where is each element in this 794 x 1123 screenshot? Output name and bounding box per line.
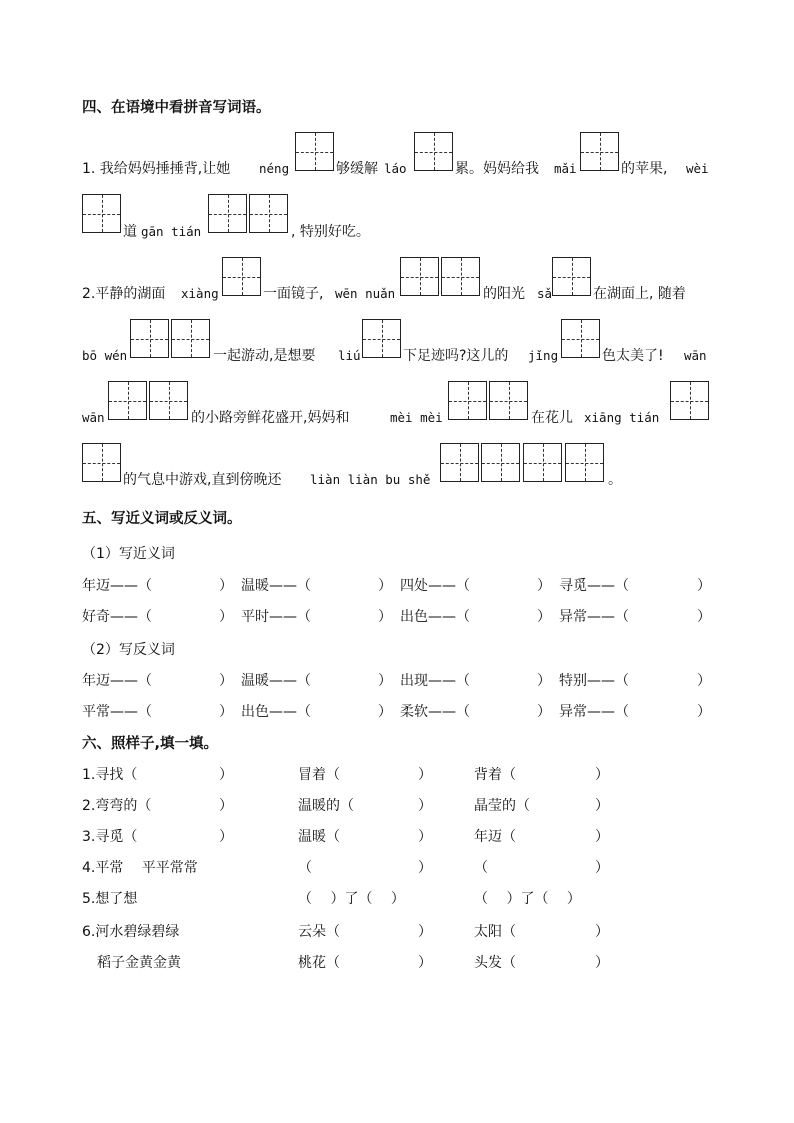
antonym-r1-answer-blank-3[interactable] (490, 674, 537, 690)
q2-pinyin-7a: wān (684, 348, 707, 363)
synonym-r1-close-paren-3: ） (537, 578, 551, 594)
q2-text-10: 的气息中游戏,直到傍晚还 (123, 472, 282, 488)
fill-row-4-close-paren-2: ） (418, 860, 432, 876)
antonym-r1-answer-blank-2[interactable] (331, 674, 378, 690)
synonym-r1-answer-blank-2[interactable] (331, 579, 378, 595)
antonym-r2-word-3: 柔软——（ (400, 704, 470, 720)
fill-row-3-close-paren-2: ） (418, 829, 432, 845)
fill-row-3-col-3: 年迈（ (474, 829, 516, 845)
q2-pinyin-1: xiàng (181, 286, 219, 301)
fill-row-2-close-paren-1: ） (219, 798, 233, 814)
q2-writing-grid-5[interactable] (130, 319, 169, 358)
antonym-r2-word-1: 平常——（ (82, 704, 152, 720)
synonym-r1-word-2: 温暖——（ (241, 578, 311, 594)
q2-text-9: 在花儿 (531, 410, 573, 426)
q1-pinyin-5: gān tián (141, 224, 202, 239)
synonym-r2-answer-blank-1[interactable] (172, 610, 219, 626)
q2-writing-grid-4[interactable] (552, 257, 591, 296)
antonym-r2-close-paren-4: ） (697, 704, 711, 720)
q2-writing-grid-7[interactable] (362, 319, 401, 358)
antonym-r1-answer-blank-1[interactable] (172, 674, 219, 690)
q2-writing-grid-14[interactable] (82, 443, 121, 482)
q1-text-3: 累。妈妈给我 (455, 161, 539, 177)
q1-writing-grid-4[interactable] (82, 194, 121, 233)
fill-row-4-close-paren-3: ） (595, 860, 609, 876)
fill-row-7-col-3: 头发（ (474, 955, 516, 971)
fill-row-6-close-paren-3: ） (595, 924, 609, 940)
q2-text-4: 在湖面上, 随着 (593, 286, 686, 302)
q2-pinyin-3: sǎ (537, 286, 553, 301)
fill-row-1-col-3: 背着（ (474, 767, 516, 783)
antonym-r2-answer-blank-1[interactable] (172, 705, 219, 721)
synonym-r2-close-paren-2: ） (378, 609, 392, 625)
q1-pinyin-2: láo (384, 161, 407, 176)
antonym-r2-answer-blank-2[interactable] (331, 705, 378, 721)
synonym-r2-word-1: 好奇——（ (82, 609, 152, 625)
q1-pinyin-4: wèi (686, 161, 709, 176)
antonym-r2-close-paren-1: ） (219, 704, 233, 720)
antonym-r1-answer-blank-4[interactable] (649, 674, 697, 690)
section5-heading: 五、写近义词或反义词。 (82, 511, 242, 527)
q2-pinyin-10: liàn liàn bu shě (310, 472, 431, 487)
fill-row-1-col-2: 冒着（ (298, 767, 340, 783)
fill-row-7-col-2: 桃花（ (298, 955, 340, 971)
q2-text-6: 下足迹吗?这儿的 (403, 348, 509, 364)
antonym-r1-word-1: 年迈——（ (82, 673, 152, 689)
antonym-r2-answer-blank-4[interactable] (649, 705, 697, 721)
q2-text-3: 的阳光 (483, 286, 525, 302)
fill-row-7-close-paren-3: ） (595, 955, 609, 971)
synonym-r1-answer-blank-1[interactable] (172, 579, 219, 595)
q1-writing-grid-6[interactable] (249, 194, 288, 233)
q2-writing-grid-1[interactable] (222, 257, 261, 296)
q2-writing-grid-18[interactable] (565, 443, 604, 482)
q2-writing-grid-3[interactable] (441, 257, 480, 296)
fill-row-3-close-paren-3: ） (595, 829, 609, 845)
fill-row-5-col-2: （ ）了（ ） (298, 891, 405, 907)
fill-row-7-close-paren-2: ） (418, 955, 432, 971)
synonym-r2-close-paren-3: ） (537, 609, 551, 625)
q2-writing-grid-8[interactable] (561, 319, 600, 358)
fill-row-1-col-1: 1.寻找（ (82, 767, 138, 783)
fill-row-6-col-2: 云朵（ (298, 924, 340, 940)
q1-writing-grid-3[interactable] (580, 132, 619, 171)
synonym-r2-word-3: 出色——（ (400, 609, 470, 625)
antonym-r2-answer-blank-3[interactable] (490, 705, 537, 721)
q2-writing-grid-16[interactable] (481, 443, 520, 482)
synonyms-subheading: （1）写近义词 (82, 546, 175, 562)
q1-pinyin-3: mǎi (554, 161, 577, 176)
fill-row-2-close-paren-2: ） (418, 798, 432, 814)
synonym-r1-word-4: 寻觅——（ (559, 578, 629, 594)
q1-pinyin-1: néng (259, 161, 290, 176)
q2-writing-grid-13[interactable] (670, 381, 709, 420)
synonym-r1-word-3: 四处——（ (400, 578, 470, 594)
synonym-r2-word-2: 平时——（ (241, 609, 311, 625)
synonym-r2-answer-blank-4[interactable] (649, 610, 697, 626)
antonym-r1-word-3: 出现——（ (400, 673, 470, 689)
antonym-r1-close-paren-3: ） (537, 673, 551, 689)
q1-writing-grid-1[interactable] (295, 132, 334, 171)
q1-text-4: 的苹果, (621, 161, 668, 177)
antonym-r2-word-4: 异常——（ (559, 704, 629, 720)
fill-row-5-col-1: 5.想了想 (82, 891, 138, 907)
fill-row-1-close-paren-1: ） (219, 767, 233, 783)
q2-writing-grid-6[interactable] (171, 319, 210, 358)
synonym-r1-close-paren-1: ） (219, 578, 233, 594)
q2-text-2: 一面镜子, (263, 286, 324, 302)
q2-writing-grid-17[interactable] (523, 443, 562, 482)
fill-row-2-col-1: 2.弯弯的（ (82, 798, 152, 814)
q1-text-2: 够缓解 (336, 161, 378, 177)
fill-row-3-col-1: 3.寻觅（ (82, 829, 138, 845)
q2-pinyin-8: mèi mèi (390, 410, 443, 425)
q1-text-1: 1. 我给妈妈捶捶背,让她 (82, 161, 231, 177)
fill-row-7-col-1: 稻子金黄金黄 (97, 955, 181, 971)
antonym-r2-word-2: 出色——（ (241, 704, 311, 720)
q2-text-8: 的小路旁鲜花盛开,妈妈和 (191, 410, 350, 426)
antonym-r1-word-2: 温暖——（ (241, 673, 311, 689)
q2-pinyin-5: liú (338, 348, 361, 363)
q2-pinyin-4: bō wén (82, 348, 128, 363)
synonym-r2-word-4: 异常——（ (559, 609, 629, 625)
fill-row-2-col-3: 晶莹的（ (474, 798, 530, 814)
fill-row-4-col-2: （ (298, 860, 312, 876)
synonym-r1-close-paren-2: ） (378, 578, 392, 594)
q2-writing-grid-11[interactable] (448, 381, 487, 420)
synonym-r2-answer-blank-2[interactable] (331, 610, 378, 626)
q2-writing-grid-9[interactable] (108, 381, 147, 420)
fill-row-3-col-2: 温暖（ (298, 829, 340, 845)
q2-text-11: 。 (608, 472, 622, 488)
synonym-r1-answer-blank-4[interactable] (649, 579, 697, 595)
fill-row-1-close-paren-3: ） (595, 767, 609, 783)
synonym-r1-close-paren-4: ） (697, 578, 711, 594)
q2-text-1: 2.平静的湖面 (82, 286, 166, 302)
antonym-r1-close-paren-4: ） (697, 673, 711, 689)
fill-row-6-col-3: 太阳（ (474, 924, 516, 940)
fill-row-5-col-3: （ ）了（ ） (474, 891, 581, 907)
q1-writing-grid-5[interactable] (208, 194, 247, 233)
synonym-r2-answer-blank-3[interactable] (490, 610, 537, 626)
fill-row-4-col-1: 4.平常 平平常常 (82, 860, 198, 876)
fill-row-6-close-paren-2: ） (418, 924, 432, 940)
fill-row-2-col-2: 温暖的（ (298, 798, 354, 814)
antonym-r1-close-paren-2: ） (378, 673, 392, 689)
antonym-r2-close-paren-3: ） (537, 704, 551, 720)
q1-writing-grid-2[interactable] (414, 132, 453, 171)
synonym-r1-answer-blank-3[interactable] (490, 579, 537, 595)
antonym-r1-word-4: 特别——（ (559, 673, 629, 689)
section6-heading: 六、照样子,填一填。 (82, 736, 219, 752)
fill-row-6-col-1: 6.河水碧绿碧绿 (82, 924, 180, 940)
q2-text-5: 一起游动,是想要 (213, 348, 316, 364)
fill-row-2-close-paren-3: ） (595, 798, 609, 814)
synonym-r2-close-paren-1: ） (219, 609, 233, 625)
q1-text-6: , 特别好吃。 (291, 224, 370, 240)
synonym-r2-close-paren-4: ） (697, 609, 711, 625)
q2-text-7: 色太美了! (602, 348, 664, 364)
q2-writing-grid-2[interactable] (400, 257, 439, 296)
fill-row-3-close-paren-1: ） (219, 829, 233, 845)
antonym-r2-close-paren-2: ） (378, 704, 392, 720)
q1-text-5: 道 (123, 224, 137, 240)
q2-pinyin-2: wēn nuǎn (335, 286, 396, 301)
fill-row-1-close-paren-2: ） (418, 767, 432, 783)
q2-pinyin-7b: wān (82, 410, 105, 425)
q2-pinyin-6: jǐng (528, 348, 559, 363)
q2-writing-grid-15[interactable] (440, 443, 479, 482)
q2-pinyin-9: xiāng tián (584, 410, 660, 425)
synonym-r1-word-1: 年迈——（ (82, 578, 152, 594)
antonym-r1-close-paren-1: ） (219, 673, 233, 689)
fill-row-4-col-3: （ (474, 860, 488, 876)
antonyms-subheading: （2）写反义词 (82, 642, 175, 658)
q2-writing-grid-10[interactable] (149, 381, 188, 420)
q2-writing-grid-12[interactable] (489, 381, 528, 420)
section4-heading: 四、在语境中看拼音写词语。 (82, 100, 271, 116)
